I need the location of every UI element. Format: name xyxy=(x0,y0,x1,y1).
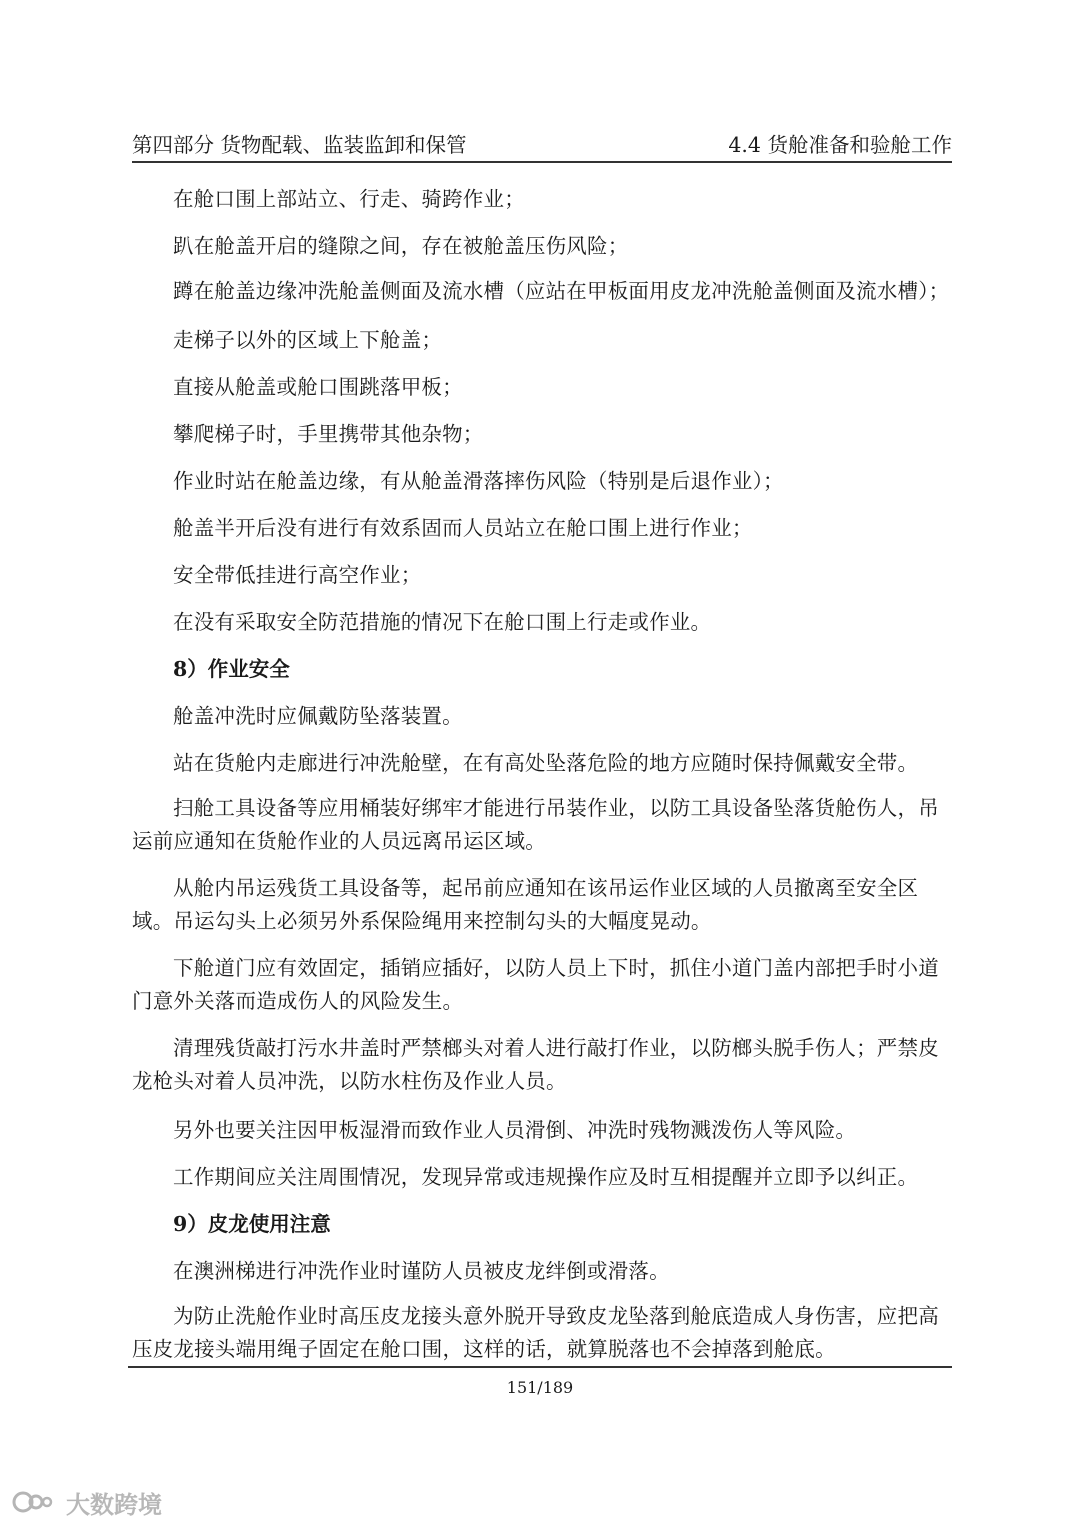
paragraph: 清理残货敲打污水井盖时严禁榔头对着人进行敲打作业，以防榔头脱手伤人；严禁皮龙枪头对着人员冲洗，以防水柱伤及作业人员。 xyxy=(132,1036,939,1093)
page-header xyxy=(132,128,952,162)
header-divider xyxy=(132,161,952,163)
paragraph: 在没有采取安全防范措施的情况下在舱口围上行走或作业。 xyxy=(173,610,712,634)
paragraph: 舱盖半开后没有进行有效系固而人员站立在舱口围上进行作业； xyxy=(173,516,753,540)
watermark-text: 大数跨境 xyxy=(66,1490,162,1519)
paragraph: 工作期间应关注周围情况，发现异常或违规操作应及时互相提醒并立即予以纠正。 xyxy=(173,1165,919,1189)
paragraph: 扫舱工具设备等应用桶装好绑牢才能进行吊装作业，以防工具设备坠落货舱伤人，吊运前应通知在货舱作业的人员远离吊运区域。 xyxy=(132,796,939,853)
page-number: 151/189 xyxy=(506,1378,574,1397)
paragraph: 另外也要关注因甲板湿滑而致作业人员滑倒、冲洗时残物溅泼伤人等风险。 xyxy=(173,1118,857,1142)
paragraph: 下舱道门应有效固定，插销应插好，以防人员上下时，抓住小道门盖内部把手时小道门意外关落而造成伤人的风险发生。 xyxy=(132,956,939,1013)
paragraph: 在澳洲梯进行冲洗作业时谨防人员被皮龙绊倒或滑落。 xyxy=(173,1259,670,1283)
paragraph: 为防止洗舱作业时高压皮龙接头意外脱开导致皮龙坠落到舱底造成人身伤害，应把高压皮龙接头端用绳子固定在舱口围，这样的话，就算脱落也不会掉落到舱底。 xyxy=(132,1304,939,1361)
section-heading-9: 9）皮龙使用注意 xyxy=(173,1212,331,1236)
paragraph: 直接从舱盖或舱口围跳落甲板； xyxy=(173,375,463,399)
section-heading-8: 8）作业安全 xyxy=(173,657,290,681)
body-text xyxy=(132,176,952,1375)
watermark xyxy=(12,1484,162,1520)
paragraph: 蹲在舱盖边缘冲洗舱盖侧面及流水槽（应站在甲板面用皮龙冲洗舱盖侧面及流水槽）； xyxy=(173,279,950,303)
paragraph: 舱盖冲洗时应佩戴防坠落装置。 xyxy=(173,704,463,728)
paragraph: 攀爬梯子时，手里携带其他杂物； xyxy=(173,422,484,446)
header-section-title: 第四部分 货物配载、监装监卸和保管 xyxy=(132,133,467,157)
paragraph: 作业时站在舱盖边缘，有从舱盖滑落摔伤风险（特别是后退作业）； xyxy=(173,469,784,493)
paragraph: 站在货舱内走廊进行冲洗舱壁，在有高处坠落危险的地方应随时保持佩戴安全带。 xyxy=(173,751,919,775)
watermark-logo-icon xyxy=(12,1488,58,1516)
paragraph: 在舱口围上部站立、行走、骑跨作业； xyxy=(173,187,525,211)
paragraph: 趴在舱盖开启的缝隙之间，存在被舱盖压伤风险； xyxy=(173,234,629,258)
paragraph: 从舱内吊运残货工具设备等，起吊前应通知在该吊运作业区域的人员撤离至安全区域。吊运勾头上必须另外系保险绳用来控制勾头的大幅度晃动。 xyxy=(132,876,919,933)
paragraph: 安全带低挂进行高空作业； xyxy=(173,563,422,587)
footer-divider xyxy=(128,1366,952,1368)
header-subsection-title: 4.4 货舱准备和验舱工作 xyxy=(728,133,952,157)
paragraph: 走梯子以外的区域上下舱盖； xyxy=(173,328,443,352)
